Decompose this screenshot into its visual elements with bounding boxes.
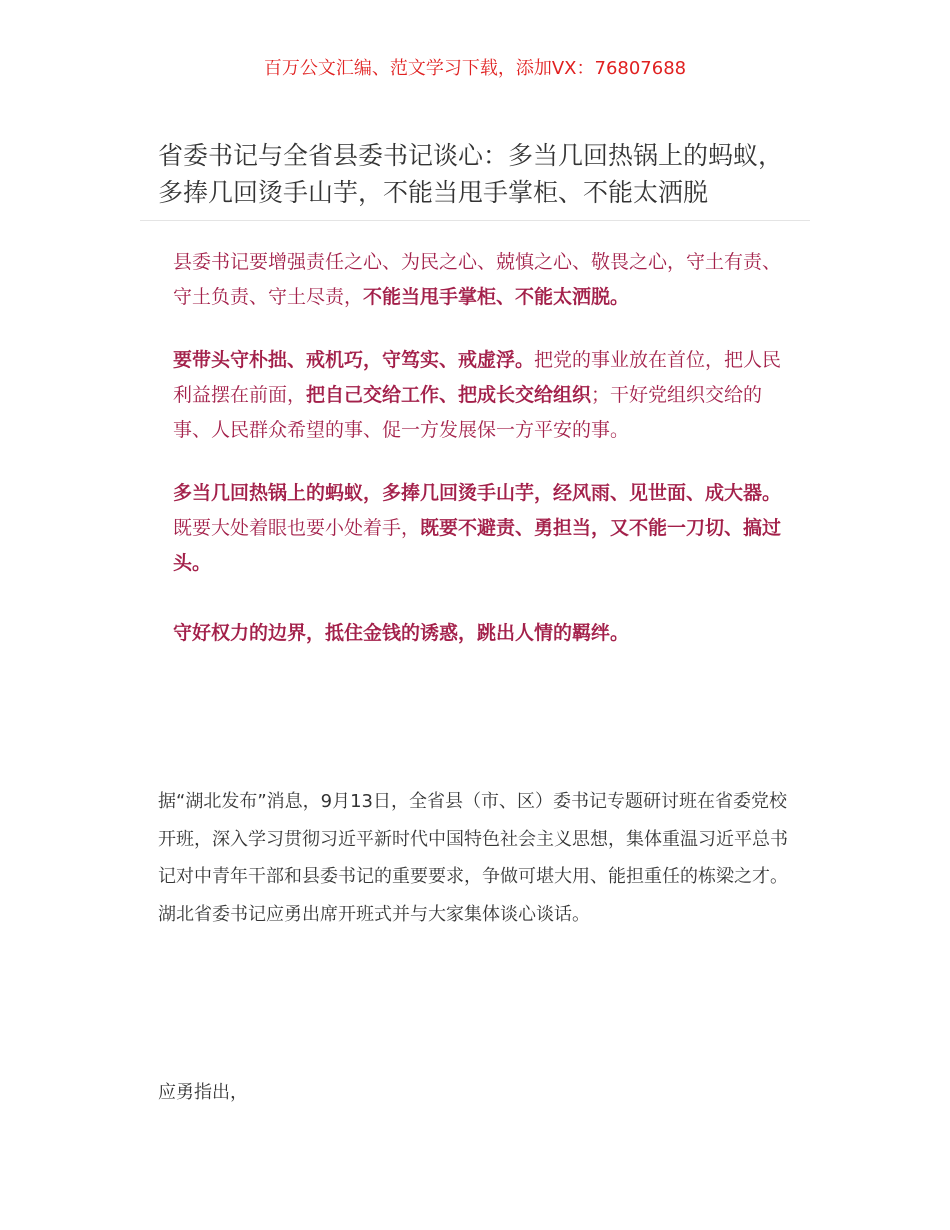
title-divider bbox=[140, 220, 810, 221]
summary-bold-text: 守好权力的边界，抵住金钱的诱惑，跳出人情的羁绊。 bbox=[173, 622, 630, 644]
summary-bold-text: 多当几回热锅上的蚂蚁，多捧几回烫手山芋，经风雨、见世面、成大器。 bbox=[173, 482, 782, 504]
summary-bold-text: 把自己交给工作、把成长交给组织 bbox=[306, 384, 592, 406]
summary-paragraph-4 bbox=[173, 616, 783, 651]
article-title: 省委书记与全省县委书记谈心：多当几回热锅上的蚂蚁，多捧几回烫手山芋，不能当甩手掌柜、不能太洒脱 bbox=[158, 141, 784, 207]
summary-bold-text: 要带头守朴拙、戒机巧，守笃实、戒虚浮。 bbox=[173, 349, 535, 371]
summary-text: 把党的事业放在首位，把人民利益摆在前面， bbox=[173, 349, 782, 406]
summary-text: 既要大处着眼也要小处着手， bbox=[173, 517, 421, 539]
download-banner: 百万公文汇编、范文学习下载，添加VX：76807688 bbox=[263, 58, 687, 79]
summary-text: 县委书记要增强责任之心、为民之心、兢慎之心、敬畏之心，守土有责、守土负责、守土尽责， bbox=[173, 251, 782, 308]
summary-paragraph-1 bbox=[173, 245, 783, 315]
summary-paragraph-2 bbox=[173, 343, 783, 448]
body-paragraph-1: 据“湖北发布”消息，9月13日，全省县（市、区）委书记专题研讨班在省委党校开班，深入学习贯彻习近平新时代中国特色社会主义思想，集体重温习近平总书记对中青年干部和县委书记的重要要求，争做可堪大用、能担重任的栋梁之才。湖北省委书记应勇出席开班式并与大家集体谈心谈话。 bbox=[158, 791, 788, 925]
body-paragraph-2: 应勇指出， bbox=[158, 1082, 248, 1103]
summary-paragraph-3 bbox=[173, 476, 783, 581]
summary-bold-text: 不能当甩手掌柜、不能太洒脱。 bbox=[363, 286, 630, 308]
summary-text: ；干好党组织交给的事、人民群众希望的事、促一方发展保一方平安的事。 bbox=[173, 384, 763, 441]
summary-bold-text: 既要不避责、勇担当，又不能一刀切、搞过头。 bbox=[173, 517, 782, 574]
